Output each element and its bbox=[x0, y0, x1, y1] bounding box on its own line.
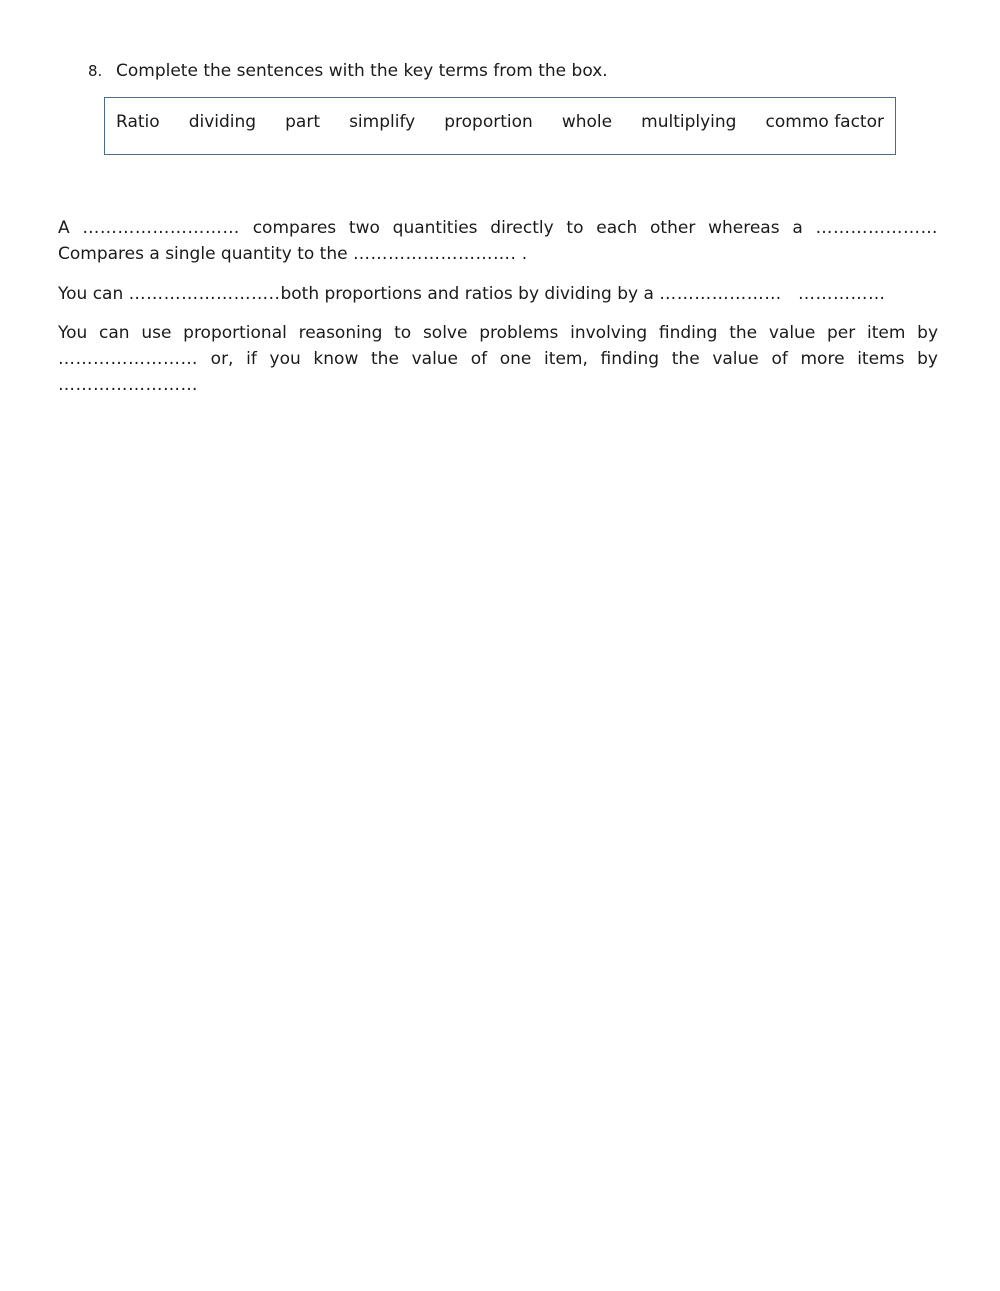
term-whole: whole bbox=[561, 112, 613, 132]
blank-8[interactable]: …………………… bbox=[58, 375, 198, 395]
question-number: 8. bbox=[88, 62, 103, 80]
term-part: part bbox=[285, 112, 321, 132]
sentence-1-text-c: Compares a single quantity to the bbox=[58, 244, 348, 264]
sentence-2 bbox=[58, 281, 938, 307]
sentence-3-text-b: or, if you know the value of one item, finding the value of more items by bbox=[210, 349, 938, 369]
sentence-1-text-b: compares two quantities directly to each other whereas a bbox=[252, 218, 803, 238]
question-instruction: Complete the sentences with the key terms from the box. bbox=[116, 61, 608, 81]
sentence-2-text-b: both proportions and ratios by dividing by a bbox=[280, 284, 654, 304]
blank-7[interactable]: …………………… bbox=[58, 349, 198, 369]
term-dividing: dividing bbox=[188, 112, 257, 132]
sentence-1-text-a: A bbox=[58, 218, 70, 238]
blank-4[interactable]: …………………….. bbox=[128, 284, 281, 304]
blank-3[interactable]: ………………………. bbox=[352, 244, 517, 264]
term-ratio: Ratio bbox=[116, 112, 160, 132]
question-heading bbox=[88, 60, 608, 82]
sentence-3 bbox=[58, 320, 938, 398]
sentence-1 bbox=[58, 215, 938, 267]
sentence-1-end: . bbox=[521, 244, 528, 264]
sentence-2-text-a: You can bbox=[58, 284, 124, 304]
blank-5[interactable]: ………………… bbox=[659, 284, 782, 304]
blank-2[interactable]: ………………… bbox=[815, 218, 939, 238]
sentence-3-text-a: You can use proportional reasoning to solve problems involving finding the value per item by bbox=[58, 323, 938, 343]
key-terms-box bbox=[104, 97, 896, 155]
blank-1[interactable]: ……………………… bbox=[82, 218, 240, 238]
term-common-factor: commo factor bbox=[765, 112, 884, 132]
blank-6[interactable]: …………… bbox=[798, 284, 886, 304]
term-multiplying: multiplying bbox=[641, 112, 737, 132]
term-proportion: proportion bbox=[444, 112, 533, 132]
term-simplify: simplify bbox=[349, 112, 416, 132]
